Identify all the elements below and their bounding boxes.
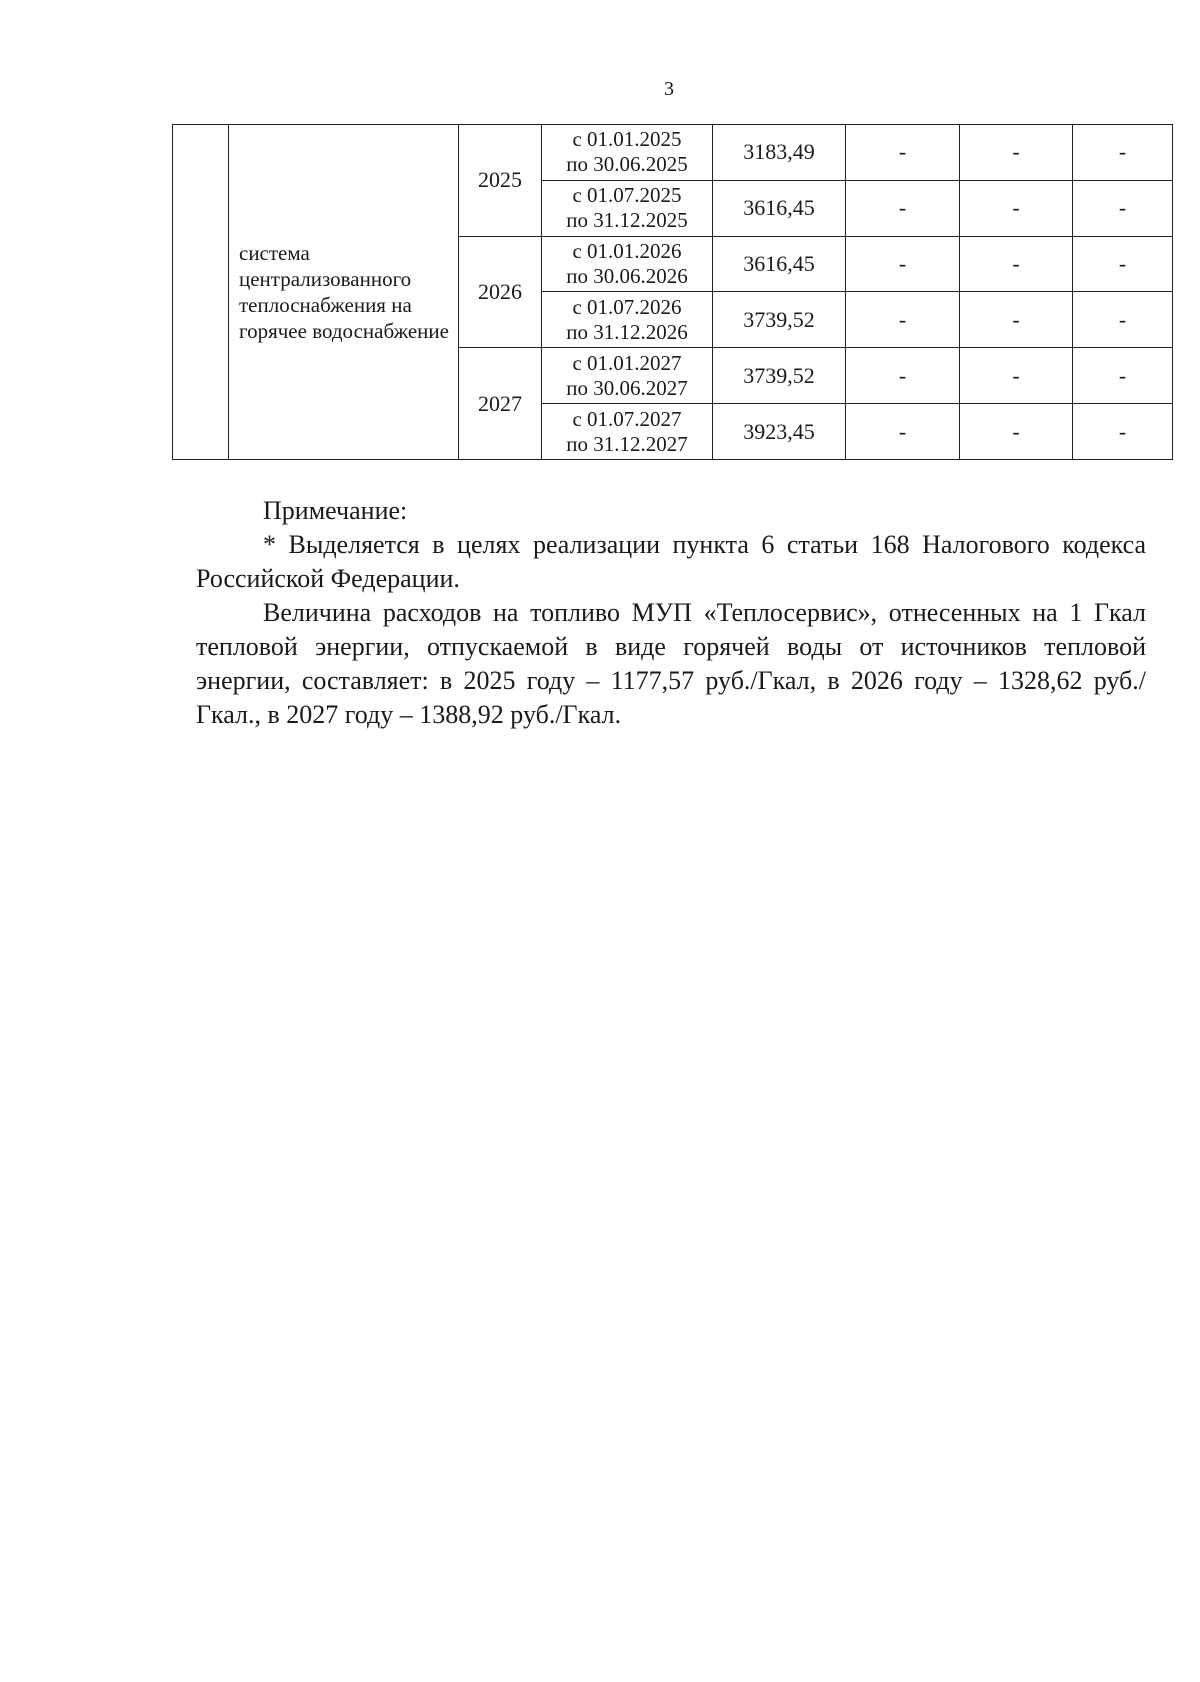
dash-cell: - xyxy=(1073,404,1173,460)
dash-cell: - xyxy=(1073,125,1173,181)
notes-heading: Примечание: xyxy=(263,496,408,525)
tariff-value-cell: 3739,52 xyxy=(713,292,846,348)
dash-cell: - xyxy=(960,236,1073,292)
period-cell: с 01.07.2026 по 31.12.2026 xyxy=(542,292,713,348)
dash-cell: - xyxy=(960,180,1073,236)
year-cell: 2025 xyxy=(459,125,542,237)
dash-cell: - xyxy=(1073,292,1173,348)
dash-cell: - xyxy=(846,125,960,181)
dash-cell: - xyxy=(960,404,1073,460)
year-cell: 2026 xyxy=(459,236,542,348)
empty-index-cell xyxy=(173,125,229,460)
tariff-value-cell: 3739,52 xyxy=(713,348,846,404)
fuel-costs-text: Величина расходов на топливо МУП «Теплосервис», отнесенных на 1 Гкал тепловой энергии, отпускаемой в виде горячей воды от источников тепловой энергии, составляет: в 2025 году – 1177,57 руб./Гкал, в 2026 году – 1328,62 руб./Гкал., в 2027 году – 1388,92 руб./Гкал. xyxy=(196,598,1146,729)
period-cell: с 01.01.2026 по 30.06.2026 xyxy=(542,236,713,292)
dash-cell: - xyxy=(846,236,960,292)
dash-cell: - xyxy=(846,292,960,348)
dash-cell: - xyxy=(960,348,1073,404)
dash-cell: - xyxy=(846,348,960,404)
dash-cell: - xyxy=(1073,348,1173,404)
period-cell: с 01.01.2025 по 30.06.2025 xyxy=(542,125,713,181)
dash-cell: - xyxy=(1073,236,1173,292)
tariff-table xyxy=(172,124,1173,460)
dash-cell: - xyxy=(1073,180,1173,236)
table-row xyxy=(173,125,1173,181)
period-cell: с 01.01.2027 по 30.06.2027 xyxy=(542,348,713,404)
dash-cell: - xyxy=(960,292,1073,348)
system-name-cell: система централизованного теплоснабжения на горячее водоснабжение xyxy=(229,125,459,460)
tariff-value-cell: 3183,49 xyxy=(713,125,846,181)
notes-section xyxy=(196,494,1146,732)
tariff-value-cell: 3616,45 xyxy=(713,180,846,236)
period-cell: с 01.07.2025 по 31.12.2025 xyxy=(542,180,713,236)
page-number: 3 xyxy=(664,78,674,100)
period-cell: с 01.07.2027 по 31.12.2027 xyxy=(542,404,713,460)
tariff-value-cell: 3923,45 xyxy=(713,404,846,460)
dash-cell: - xyxy=(846,180,960,236)
tariff-value-cell: 3616,45 xyxy=(713,236,846,292)
dash-cell: - xyxy=(846,404,960,460)
dash-cell: - xyxy=(960,125,1073,181)
footnote-text: * Выделяется в целях реализации пункта 6 статьи 168 Налогового кодекса Российской Федерации. xyxy=(196,530,1146,593)
year-cell: 2027 xyxy=(459,348,542,460)
